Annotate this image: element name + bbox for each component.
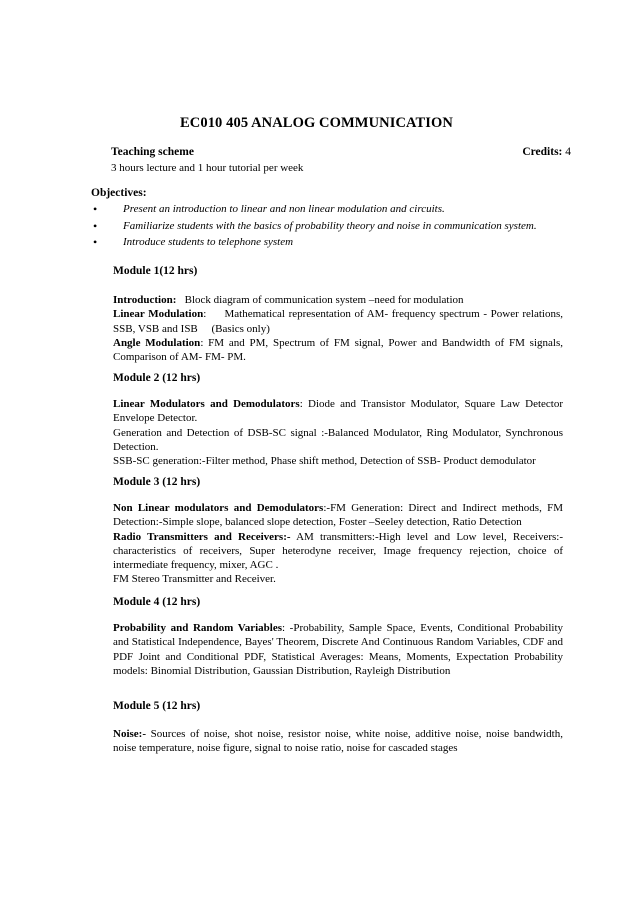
module-1-introduction bbox=[113, 293, 563, 307]
module-3-nonlinear bbox=[113, 501, 563, 530]
module-2-ssb-sc: SSB-SC generation:-Filter method, Phase shift method, Detection of SSB- Product demodulator bbox=[113, 455, 536, 468]
module-5-content bbox=[113, 727, 563, 756]
bullet-icon: • bbox=[93, 218, 98, 233]
topic-label: Noise:- bbox=[113, 728, 146, 740]
teaching-scheme-row bbox=[111, 144, 571, 160]
objective-item bbox=[91, 234, 581, 251]
objectives-list bbox=[91, 201, 581, 251]
topic-label: Angle Modulation bbox=[113, 336, 201, 349]
module-5-heading: Module 5 (12 hrs) bbox=[113, 700, 201, 712]
topic-text: : -Probability, Sample Space, Events, Conditional Probability and Statistical Independence, Bayes' Theorem, Discrete And Continuous Random Variables, CDF and PDF Joint and Conditional PDF, Statistical Averages: Means, Moments, Expectation Probability models: Binomial Distribution, Gaussian Distribution, Rayleigh Distribution bbox=[113, 622, 563, 677]
module-1-content bbox=[113, 293, 566, 364]
topic-label: Linear Modulation bbox=[113, 308, 204, 321]
module-3-content bbox=[113, 501, 563, 587]
topic-label: Introduction: bbox=[113, 294, 177, 306]
topic-label: Radio Transmitters and Receivers:- bbox=[113, 530, 291, 543]
topic-text: Sources of noise, shot noise, resistor noise, white noise, additive noise, noise bandwidth, noise temperature, noise figure, signal to noise ratio, noise for cascaded stages bbox=[113, 728, 563, 755]
objectives-heading: Objectives: bbox=[91, 187, 147, 199]
topic-label: Non Linear modulators and Demodulators bbox=[113, 502, 324, 514]
module-2-content bbox=[113, 397, 563, 468]
objective-item bbox=[91, 201, 581, 218]
module-3-fm-stereo: FM Stereo Transmitter and Receiver. bbox=[113, 573, 276, 586]
objective-item bbox=[91, 218, 581, 235]
module-3-radio bbox=[113, 530, 563, 573]
module-2-modulators bbox=[113, 397, 563, 426]
module-3-heading: Module 3 (12 hrs) bbox=[113, 476, 201, 488]
teaching-hours: 3 hours lecture and 1 hour tutorial per week bbox=[111, 162, 304, 174]
module-1-linear-modulation bbox=[113, 307, 566, 336]
topic-label: Linear Modulators and Demodulators bbox=[113, 398, 300, 410]
objectives-section bbox=[91, 185, 581, 251]
module-1-heading: Module 1(12 hrs) bbox=[113, 265, 198, 277]
page-title: EC010 405 ANALOG COMMUNICATION bbox=[180, 115, 453, 131]
module-5-noise bbox=[113, 727, 563, 756]
topic-label: Probability and Random Variables bbox=[113, 622, 282, 634]
topic-text: : Diode and Transistor Modulator, Square Law Detector Envelope Detector. bbox=[113, 398, 564, 425]
module-1-angle-modulation bbox=[113, 336, 563, 365]
bullet-icon: • bbox=[93, 235, 98, 249]
topic-text: :-FM Generation: Direct and Indirect methods, FM Detection:-Simple slope, balanced slope detection, Foster –Seeley detection, Ratio Detection bbox=[113, 502, 563, 529]
topic-text: : Mathematical representation of AM- frequency spectrum - Power relations, SSB, VSB and ISB (Basics only) bbox=[113, 308, 566, 335]
objective-text: Introduce students to telephone system bbox=[123, 236, 294, 248]
topic-text: Block diagram of communication system –need for modulation bbox=[176, 294, 464, 306]
teaching-scheme-label: Teaching scheme bbox=[111, 146, 194, 158]
module-4-content bbox=[113, 621, 563, 678]
credits-label: Credits: bbox=[522, 146, 563, 158]
module-2-dsb-sc: Generation and Detection of DSB-SC signal :-Balanced Modulator, Ring Modulator, Synchronous Detection. bbox=[113, 426, 563, 453]
credits bbox=[522, 144, 571, 160]
module-4-probability bbox=[113, 621, 563, 678]
objective-text: Present an introduction to linear and non linear modulation and circuits. bbox=[123, 203, 445, 215]
topic-text: : FM and PM, Spectrum of FM signal, Power and Bandwidth of FM signals, Comparison of AM- FM- PM. bbox=[113, 336, 563, 364]
objective-text: Familiarize students with the basics of probability theory and noise in communication system. bbox=[123, 219, 537, 232]
bullet-icon: • bbox=[93, 202, 98, 216]
module-4-heading: Module 4 (12 hrs) bbox=[113, 596, 201, 608]
credits-value: 4 bbox=[565, 146, 571, 158]
topic-text: AM transmitters:-High level and Low level, Receivers:- characteristics of receivers, Super heterodyne receiver, Image frequency rejection, choice of intermediate frequency, mixer, AGC . bbox=[113, 530, 563, 572]
module-2-heading: Module 2 (12 hrs) bbox=[113, 372, 201, 384]
teaching-scheme bbox=[111, 144, 571, 176]
